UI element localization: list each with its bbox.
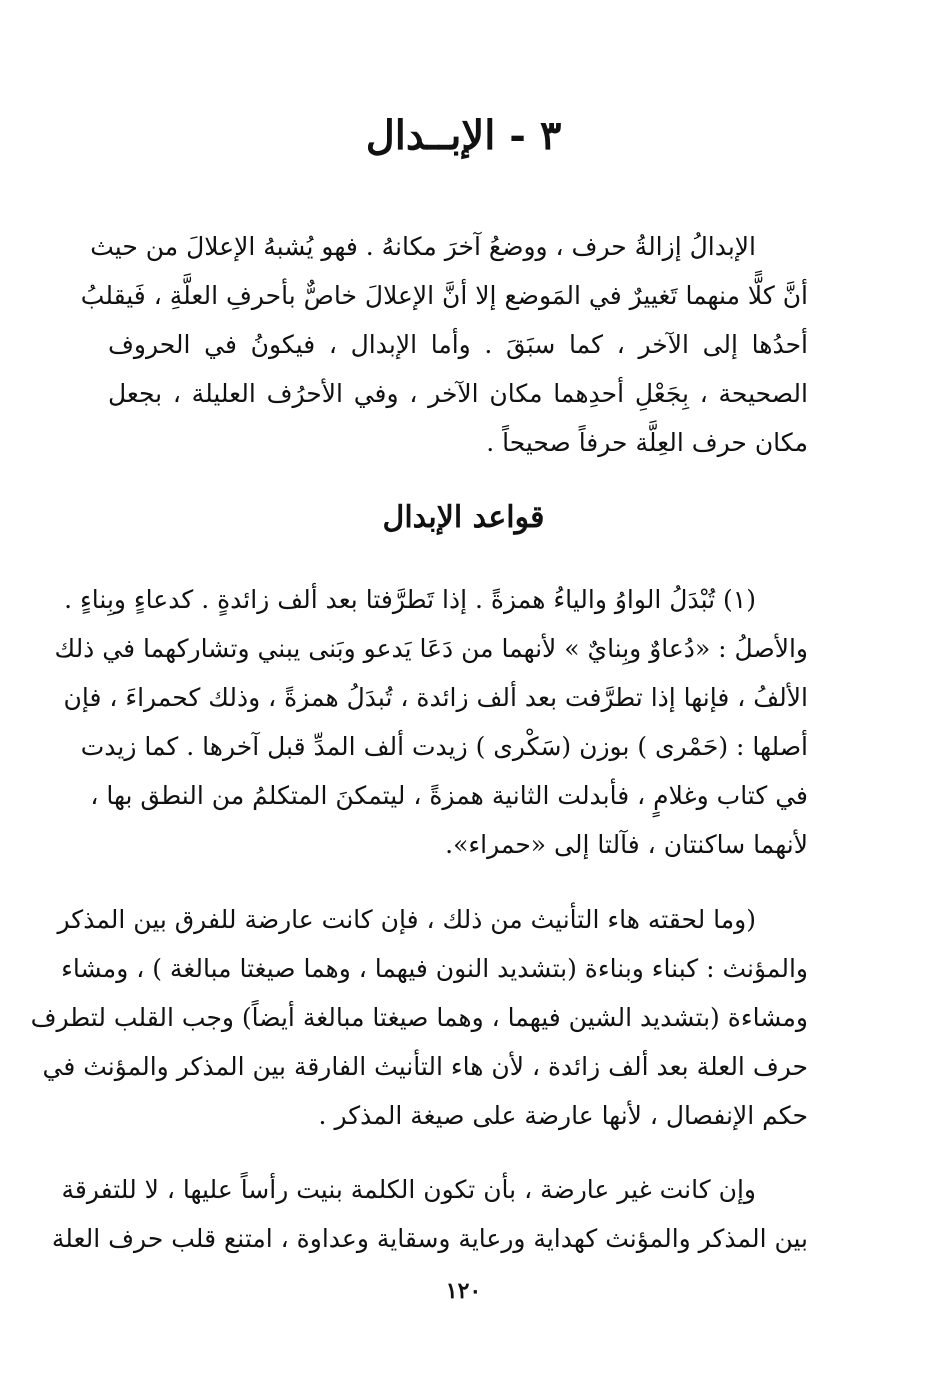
paragraph-line: أنَّ كلًّا منهما تَغييرٌ في المَوضع إلا أنَّ الإعلالَ خاصٌّ بأحرفِ العلَّةِ ، فَيقلبُ	[80, 281, 808, 310]
paragraph-line: والمؤنث : كبناء وبناءة (بتشديد النون فيهما ، وهما صيغتا مبالغة ) ، ومشاء	[61, 954, 808, 983]
paragraph-line: الصحيحة ، بِجَعْلِ أحدِهما مكان الآخر ، وفي الأحرُف العليلة ، بجعل	[108, 379, 808, 408]
intro-paragraph	[80, 222, 808, 467]
paragraph-line: الإبدالُ إزالةُ حرف ، ووضعُ آخرَ مكانهُ . فهو يُشبهُ الإعلالَ من حيث	[90, 232, 756, 261]
paragraph-line: حرف العلة بعد ألف زائدة ، لأن هاء التأنيث الفارقة بين المذكر والمؤنث في	[42, 1052, 808, 1081]
paragraph-line: مكان حرف العِلَّة حرفاً صحيحاً .	[486, 428, 808, 457]
paragraph-line: ومشاءة (بتشديد الشين فيهما ، وهما صيغتا مبالغة أيضاً) وجب القلب لتطرف	[30, 1003, 808, 1032]
feminine-ha-paragraph	[30, 895, 808, 1140]
paragraph-line: (١) تُبْدَلُ الواوُ والياءُ همزةً . إذا تَطرَّفتا بعد ألف زائدةٍ . كدعاءٍ وبِناءٍ .	[64, 585, 756, 614]
rule-1-paragraph	[54, 575, 808, 869]
paragraph-line: والأصلُ : «دُعاوٌ وبِنايٌ » لأنهما من دَعَا يَدعو وبَنى يبني وتشاركهما في ذلك	[54, 634, 808, 663]
paragraph-line: وإن كانت غير عارضة ، بأن تكون الكلمة بنيت رأساً عليها ، لا للتفرقة	[61, 1175, 756, 1204]
paragraph-line: أصلها : (حَمْرى ) بوزن (سَكْرى ) زيدت ألف المدِّ قبل آخرها . كما زيدت	[80, 732, 808, 761]
paragraph-line: أحدُها إلى الآخر ، كما سبَقَ . وأما الإبدال ، فيكونُ في الحروف	[108, 330, 808, 359]
page-number: ١٢٠	[445, 1278, 482, 1304]
paragraph-line: (وما لحقته هاء التأنيث من ذلك ، فإن كانت عارضة للفرق بين المذكر	[57, 905, 756, 934]
chapter-title: ٣ - الإبــدال	[365, 112, 562, 159]
section-heading: قواعد الإبدال	[382, 500, 545, 535]
non-accidental-paragraph	[51, 1165, 808, 1263]
paragraph-line: بين المذكر والمؤنث كهداية ورعاية وسقاية وعداوة ، امتنع قلب حرف العلة	[51, 1224, 808, 1253]
paragraph-line: في كتاب وغلامٍ ، فأبدلت الثانية همزةً ، ليتمكنَ المتكلمُ من النطق بها ،	[90, 781, 808, 810]
paragraph-line: الألفُ ، فإنها إذا تطرَّفت بعد ألف زائدة ، تُبدَلُ همزةً ، وذلك كحمراءَ ، فإن	[63, 683, 808, 712]
paragraph-line: حكم الإنفصال ، لأنها عارضة على صيغة المذكر .	[318, 1101, 808, 1130]
paragraph-line: لأنهما ساكنتان ، فآلتا إلى «حمراء».	[445, 830, 808, 859]
